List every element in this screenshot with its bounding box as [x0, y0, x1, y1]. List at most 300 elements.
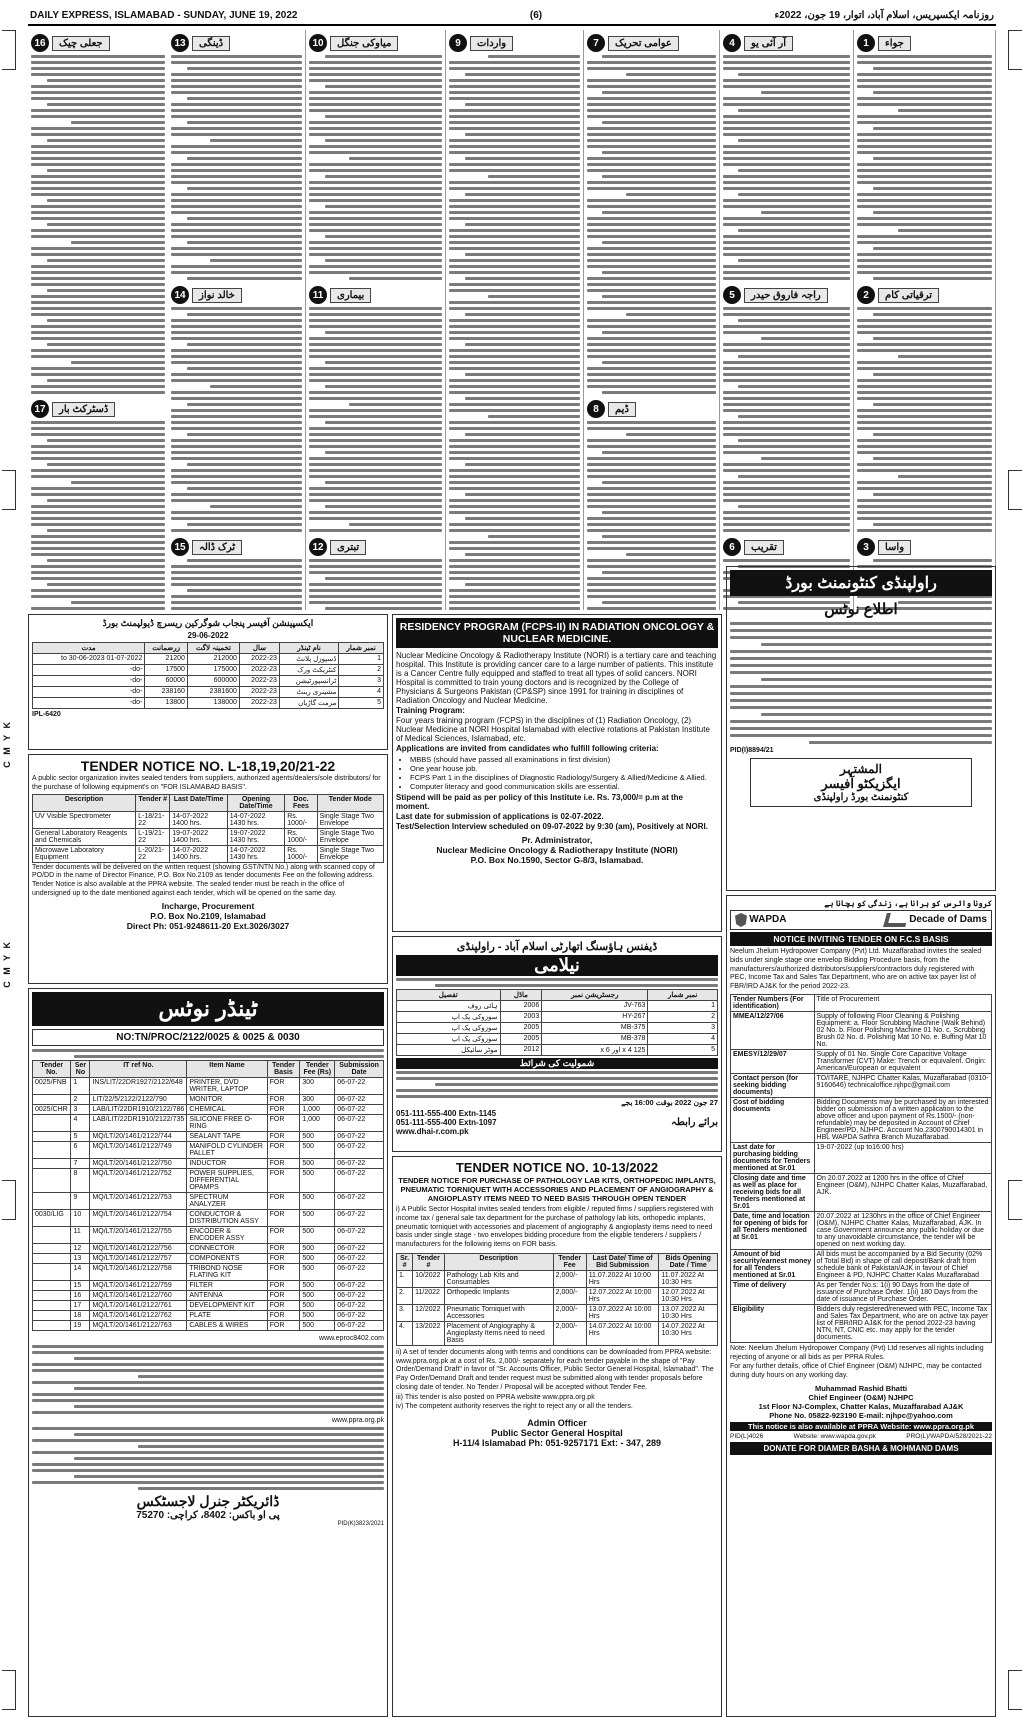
article-body: [31, 55, 165, 394]
article-number: 14: [171, 286, 189, 304]
criteria-item: • Computer literacy and good communication skills are essential.: [410, 782, 718, 791]
table-cell: 14-07-2022 1400 hrs.: [170, 811, 227, 828]
nori-title: RESIDENCY PROGRAM (FCPS-II) IN RADIATION ONCOLOGY & NUCLEAR MEDICINE.: [396, 618, 718, 648]
table-row: [731, 1097, 992, 1142]
table-cell: 13800: [145, 698, 188, 709]
table-cell: MQ/LT/20/1461/2122/744: [90, 1132, 187, 1142]
table-cell: Placement of Angiography & Angioplasty Items need to need Basis: [444, 1321, 553, 1345]
hospital-tender-note: iv) The competent authority reserves the right to reject any or all the tenders.: [396, 1403, 633, 1411]
table-cell: 6: [71, 1142, 90, 1159]
table-cell: 500: [300, 1193, 335, 1210]
tender-nts-ref: NO:TN/PROC/2122/0025 & 0025 & 0030: [32, 1029, 384, 1046]
article-heading: [587, 400, 716, 418]
table-cell: 238160: [145, 687, 188, 698]
article-heading: [857, 286, 992, 304]
table-header-cell: سال: [239, 643, 279, 654]
wapda-ppra: This notice is also available at PPRA Website: www.ppra.org.pk: [730, 1422, 992, 1431]
tender-l18-contact: Incharge, Procurement: [161, 900, 255, 911]
table-cell: FOR: [267, 1132, 300, 1142]
table-cell: 2003: [500, 1012, 542, 1023]
hospital-tender-note: iii) This tender is also posted on PPRA website www.ppra.org.pk: [396, 1393, 595, 1401]
table-cell: [33, 1132, 71, 1142]
cmyk-marker: C M Y K: [2, 720, 12, 768]
table-row: [33, 1078, 384, 1095]
article-number: 15: [171, 538, 189, 556]
tender-l18-contact: Direct Ph: 051-9248611-20 Ext.3026/3027: [126, 920, 290, 931]
po-box: پی او باکس: 8402، کراچی: 75270: [136, 1510, 280, 1521]
table-row: [397, 1045, 718, 1056]
dha-phone: 051-111-555-400 Extn-1097: [396, 1118, 497, 1127]
criteria-item: • MBBS (should have passed all examinations in first division): [410, 755, 718, 764]
table-cell: 14-07-2022 1430 hrs.: [227, 811, 284, 828]
table-cell: 2022-23: [239, 665, 279, 676]
table-cell: Rs. 1000/-: [285, 811, 317, 828]
article-title: ڈینگی: [192, 36, 230, 51]
article-number: 11: [309, 286, 327, 304]
article-title: ترقیاتی کام: [878, 288, 939, 303]
nori-sign: P.O. Box No.1590, Sector G-8/3, Islamabad.: [470, 855, 644, 865]
article-title: بیماری: [330, 288, 371, 303]
table-cell: CABLES & WIRES: [187, 1321, 267, 1331]
wapda-item-label: MMEA/12/27/06: [731, 1011, 815, 1049]
table-cell: -do-: [33, 687, 145, 698]
table-cell: FILTER: [187, 1281, 267, 1291]
table-cell: LAB/LIT/22DR1910/2122/786: [90, 1105, 187, 1115]
table-header-cell: Tender Basis: [267, 1061, 300, 1078]
cantt-sign: المشتہر: [840, 762, 882, 776]
wapda-pro: PRO(L)/WAPDA/528/2021-22: [906, 1432, 992, 1440]
table-cell: 12: [71, 1244, 90, 1254]
table-cell: 2,000/-: [553, 1287, 586, 1304]
table-cell: 500: [300, 1159, 335, 1169]
table-cell: 11/2022: [413, 1287, 445, 1304]
newspaper-page: [28, 6, 996, 1717]
eproc-website[interactable]: www.eproc8402.com: [319, 1335, 384, 1342]
table-cell: MQ/LT/20/1461/2122/760: [90, 1291, 187, 1301]
table-cell: 11: [71, 1227, 90, 1244]
urdu-tender-title: ایکسپینشن آفیسر پنجاب شوگرکین ریسرچ ڈیولپمنٹ بورڈ: [102, 618, 314, 628]
table-cell: FOR: [267, 1254, 300, 1264]
table-cell: FOR: [267, 1210, 300, 1227]
table-cell: 1: [71, 1078, 90, 1095]
wapda-item-label: EMESY/12/29/07: [731, 1049, 815, 1073]
table-cell: 06-07-22: [335, 1105, 384, 1115]
wapda-item-label: Eligibility: [731, 1304, 815, 1342]
table-cell: 2,000/-: [553, 1321, 586, 1345]
wapda-logo-icon: [735, 913, 747, 927]
table-cell: 9: [71, 1193, 90, 1210]
table-cell: 2381600: [187, 687, 239, 698]
table-cell: 2,000/-: [553, 1270, 586, 1287]
table-cell: 14.07.2022 At 10:30 Hrs: [659, 1321, 718, 1345]
table-row: [33, 1159, 384, 1169]
article-number: 3: [857, 538, 875, 556]
table-cell: SILICONE FREE O-RING: [187, 1115, 267, 1132]
article-number: 5: [723, 286, 741, 304]
table-header-cell: Item Name: [187, 1061, 267, 1078]
table-cell: 06-07-22: [335, 1078, 384, 1095]
urdu-tender-notice: [28, 614, 388, 750]
table-cell: FOR: [267, 1115, 300, 1132]
table-cell: 500: [300, 1210, 335, 1227]
table-row: [397, 1304, 718, 1321]
article-body: [171, 307, 302, 532]
wapda-slogan: کرونا وائرس کو ہرانا ہے، زندگی کو بچانا ہے: [824, 899, 992, 908]
table-cell: 500: [300, 1264, 335, 1281]
table-cell: 3: [339, 676, 384, 687]
table-cell: 01-07-2022 to 30-06-2023: [33, 654, 145, 665]
table-row: [397, 1023, 718, 1034]
table-cell: Single Stage Two Envelope: [317, 828, 383, 845]
table-cell: Orthopedic Implants: [444, 1287, 553, 1304]
crop-mark: [1008, 1180, 1022, 1220]
article-title: ٹرک ڈالہ: [192, 540, 242, 555]
wapda-decade: Decade of Dams: [909, 914, 987, 926]
table-cell: General Laboratory Reagents and Chemicals: [33, 828, 136, 845]
table-header-cell: Tender #: [413, 1253, 445, 1270]
table-row: [397, 1287, 718, 1304]
table-cell: ENCODER & ENCODER ASSY: [187, 1227, 267, 1244]
table-cell: 06-07-22: [335, 1311, 384, 1321]
wapda-item-value: 20.07.2022 at 1230hrs in the office of Chief Engineer (O&M), NJHPC Chatter Kalas, Muzaffarabad, AJK. In case Government announce any public holiday or due to any unavoidable circumstance, the tender will be opened on next working day.: [814, 1211, 991, 1249]
table-header-cell: Tender Mode: [317, 794, 383, 811]
table-cell: [33, 1159, 71, 1169]
wapda-item-value: Supply of 01 No. Single Core Capacitive Voltage Transformer (CVT) Make: Trench or equivalent. Origin: American/European or equivalent: [814, 1049, 991, 1073]
table-cell: کنٹریکٹ ورک: [279, 665, 338, 676]
wapda-item-label: Amount of bid security/earnest money for all Tenders mentioned at Sr.01: [731, 1249, 815, 1280]
table-cell: MQ/LT/20/1461/2122/762: [90, 1311, 187, 1321]
table-cell: Pathology Lab Kits and Consumables: [444, 1270, 553, 1287]
table-header-cell: مدت: [33, 643, 145, 654]
nori-sign: Nuclear Medicine Oncology & Radiotherapy Institute (NORI): [436, 845, 678, 855]
table-cell: [33, 1264, 71, 1281]
table-cell: 11.07.2022 At 10:30 Hrs: [659, 1270, 718, 1287]
table-cell: 1.: [397, 1270, 413, 1287]
table-row: [33, 1311, 384, 1321]
wapda-item-value: Bidders duly registered/renewed with PEC, Income Tax and Sales Tax Department, who are on active tax payer list of FBR/IRD AJ&K for the period 2022-23 having NTN, NT, CNIC etc. may apply for the tender documents.: [814, 1304, 991, 1342]
table-row: [33, 1142, 384, 1159]
table-cell: [33, 1254, 71, 1264]
wapda-donate: DONATE FOR DIAMER BASHA & MOHMAND DAMS: [730, 1442, 992, 1455]
table-row: [33, 1105, 384, 1115]
wapda-item-value: TO/ITARE, NJHPC Chatter Kalas, Muzaffarabad (0310-9160646) technicaloffice.njhpc@gmail.com: [814, 1073, 991, 1097]
news-column: [584, 30, 720, 610]
table-cell: 06-07-22: [335, 1254, 384, 1264]
cantt-notice-title: اطلاع نوٹس: [824, 601, 898, 618]
table-cell: مرمت گاڑیاں: [279, 698, 338, 709]
table-cell: 06-07-22: [335, 1095, 384, 1105]
table-cell: 2022-23: [239, 676, 279, 687]
cantt-sign: ایگزیکٹو آفیسر: [821, 776, 901, 791]
crop-mark: [2, 30, 16, 70]
table-row: [33, 828, 384, 845]
table-cell: 19: [71, 1321, 90, 1331]
hospital-tender: [392, 1156, 722, 1717]
table-cell: 15: [71, 1281, 90, 1291]
table-cell: 13.07.2022 At 10:30 Hrs: [659, 1304, 718, 1321]
news-article: [723, 286, 850, 532]
table-cell: 2: [71, 1095, 90, 1105]
table-cell: 0025/CHR: [33, 1105, 71, 1115]
table-cell: 138000: [187, 698, 239, 709]
hospital-tender-title: TENDER NOTICE NO. 10-13/2022: [455, 1160, 659, 1175]
table-cell: 19-07-2022 1400 hrs.: [170, 828, 227, 845]
article-body: [309, 559, 442, 610]
table-row: [731, 994, 992, 1011]
table-cell: Rs. 1000/-: [285, 828, 317, 845]
table-cell: FOR: [267, 1078, 300, 1095]
article-number: 7: [587, 34, 605, 52]
dha-conditions: شمولیت کی شرائط: [396, 1058, 718, 1069]
article-body: [587, 55, 716, 394]
table-cell: MQ/LT/20/1461/2122/753: [90, 1193, 187, 1210]
table-cell: 2005: [500, 1034, 542, 1045]
table-row: [731, 1249, 992, 1280]
table-header-cell: تخمینہ لاگت: [187, 643, 239, 654]
table-cell: 60000: [145, 676, 188, 687]
table-cell: 06-07-22: [335, 1193, 384, 1210]
table-cell: 3: [648, 1023, 718, 1034]
table-cell: MQ/LT/20/1461/2122/749: [90, 1142, 187, 1159]
article-number: 9: [449, 34, 467, 52]
table-header-cell: Description: [33, 794, 136, 811]
wapda-sign: Phone No. 05822-923190 E-mail: njhpc@yahoo.com: [769, 1410, 953, 1420]
table-cell: FOR: [267, 1227, 300, 1244]
article-heading: [587, 34, 716, 52]
table-header-cell: Tender No.: [33, 1061, 71, 1078]
tender-l18-table: [32, 794, 384, 863]
table-cell: 21200: [145, 654, 188, 665]
nori-test: Test/Selection Interview scheduled on 09-07-2022 by 9:30 (am), Positively at NORI.: [396, 822, 708, 831]
table-cell: سوزوکی پک اپ: [397, 1023, 501, 1034]
table-cell: -do-: [33, 698, 145, 709]
table-cell: FOR: [267, 1105, 300, 1115]
hospital-sign: H-11/4 Islamabad Ph: 051-9257171 Ext: - 347, 289: [452, 1438, 662, 1448]
tender-nts-table: [32, 1060, 384, 1331]
news-article: [171, 34, 302, 280]
article-title: عوامی تحریک: [608, 36, 679, 51]
article-heading: [309, 34, 442, 52]
table-cell: 2.: [397, 1287, 413, 1304]
table-row: [33, 1227, 384, 1244]
article-body: [587, 421, 716, 610]
table-header-cell: Submission Date: [335, 1061, 384, 1078]
table-row: [397, 1034, 718, 1045]
criteria-item: • FCPS Part 1 in the disciplines of Diagnostic Radiology/Surgery & Allied/Medicine & Allied.: [410, 773, 718, 782]
news-article: [857, 34, 992, 280]
dha-table: [396, 989, 718, 1056]
table-cell: [33, 1169, 71, 1193]
table-row: [33, 1281, 384, 1291]
nori-stipend: Stipend will be paid as per policy of this Institute i.e. Rs. 73,000/= p.m at the moment.: [396, 793, 683, 811]
nori-program: Four years training program (FCPS) in the disciplines of (1) Radiation Oncology, (2) Nuclear Medicine at NORI Hospital Islamabad with elective rotations at Pakistan Institute of Medical Sciences, Islamabad, etc.: [396, 716, 710, 743]
criteria-item: • One year house job.: [410, 764, 718, 773]
cantt-title: راولپنڈی کنٹونمنٹ بورڈ: [730, 570, 992, 596]
table-cell: [33, 1142, 71, 1159]
table-cell: [33, 1244, 71, 1254]
table-cell: 14: [71, 1264, 90, 1281]
hospital-sign: Public Sector General Hospital: [491, 1428, 623, 1438]
wapda-title: NOTICE INVITING TENDER ON F.C.S BASIS: [730, 932, 992, 946]
wapda-item-value: Title of Procurement: [814, 994, 991, 1011]
table-cell: 4.: [397, 1321, 413, 1345]
hospital-tender-note: ii) A set of tender documents along with terms and conditions can be downloaded from PPRA website: www.ppra.org.pk at a cost of Rs. 2,000/- separately for each tender payable in the shape of "Pay Order/Demand Draft" in favor of "Sr. Accounts Officer, Public Sector General Hospital, Islamabad". The Pay Order/Demand Draft and tender request must be submitted along with tender proposals before closing date of tender. No Tender / Proposal will be accepted without Tender Fee.: [396, 1348, 714, 1391]
table-header-cell: Last Date/ Time of Bid Submission: [586, 1253, 659, 1270]
tender-l18-intro: A public sector organization invites sealed tenders from suppliers, authorized agents/dealers/sole distributors/ for the purchase of following equipment's on "FOR ISLAMABAD BASIS".: [32, 775, 381, 791]
news-column: [306, 30, 446, 610]
article-body: [723, 307, 850, 532]
table-header-cell: نمبر شمار: [339, 643, 384, 654]
table-cell: Microwave Laboratory Equipment: [33, 845, 136, 862]
wapda-intro: Neelum Jhelum Hydropower Company (Pvt) Ltd. Muzaffarabad invites the sealed bids under single stage one envelop Bidding Procedure basis, from the manufacturers/authorized distributors/suppliers/contractors duly registered with PEC, Income Tax and Sales Tax Department, who are on active tax payer list of FBR/IRD AJ&K for the period 2022-23.: [730, 948, 982, 990]
table-cell: 17: [71, 1301, 90, 1311]
news-article: [309, 286, 442, 532]
table-cell: 06-07-22: [335, 1321, 384, 1331]
table-cell: FOR: [267, 1244, 300, 1254]
table-cell: HY-267: [542, 1012, 648, 1023]
nori-criteria-label: Applications are invited from candidates who fulfill following criteria:: [396, 744, 659, 753]
table-cell: 7: [71, 1159, 90, 1169]
ppra-website[interactable]: www.ppra.org.pk: [331, 1417, 384, 1424]
table-cell: MQ/LT/20/1461/2122/759: [90, 1281, 187, 1291]
wapda-item-value: Supply of following Floor Cleaning & Polishing Equipment: a. Floor Scrubbing Machine (Walk Behind) 02 No. b. Floor Polishing Machine 01 No. c. Scrubbing Brush 02 No. d. Polishing Mat 10 No. e. Buffing Mat 10 No.: [814, 1011, 991, 1049]
article-title: میاوکی جنگل: [330, 36, 398, 51]
article-title: ڈیم: [608, 402, 636, 417]
table-cell: Single Stage Two Envelope: [317, 811, 383, 828]
hospital-sign: Admin Officer: [527, 1418, 587, 1428]
table-cell: SPECTRUM ANALYZER: [187, 1193, 267, 1210]
article-body: [309, 55, 442, 280]
table-header-cell: Tender Fee: [553, 1253, 586, 1270]
table-cell: 2005: [500, 1023, 542, 1034]
dha-phone: 051-111-555-400 Extn-1145: [396, 1109, 497, 1118]
tender-nts-title: ٹینڈر نوٹس: [32, 992, 384, 1026]
table-cell: Rs. 1000/-: [285, 845, 317, 862]
table-cell: 14-07-2022 1400 hrs.: [170, 845, 227, 862]
news-article: [31, 34, 165, 394]
table-cell: 500: [300, 1244, 335, 1254]
dha-website[interactable]: www.dhai-r.com.pk: [396, 1127, 469, 1136]
table-cell: FOR: [267, 1193, 300, 1210]
news-article: [309, 34, 442, 280]
table-row: [33, 665, 384, 676]
nori-criteria-list: [410, 755, 718, 791]
table-cell: MQ/LT/20/1461/2122/758: [90, 1264, 187, 1281]
article-heading: [31, 400, 165, 418]
table-cell: 06-07-22: [335, 1244, 384, 1254]
table-cell: 12.07.2022 At 10:00 Hrs: [586, 1287, 659, 1304]
table-cell: 5: [648, 1045, 718, 1056]
table-cell: SEALANT TAPE: [187, 1132, 267, 1142]
table-cell: 5: [339, 698, 384, 709]
wapda-sign: Chief Engineer (O&M) NJHPC: [808, 1392, 914, 1402]
nori-body: Nuclear Medicine Oncology & Radiotherapy Institute (NORI) is a tertiary care and teaching hospital. This Institute is providing cancer care to a large number of patients. This institute is a Cancer Centre fully equipped and staffed to treat all types of solid cancers. NORI Hospital is committed to train young doctors and is recognized by the College of Physicians & Surgeons Pakistan (CP&SP) since 1991 for training in disciplines of Radiation Oncology and Nuclear Medicine.: [396, 651, 717, 705]
article-title: تقریب: [744, 540, 784, 555]
table-cell: 500: [300, 1321, 335, 1331]
article-heading: [857, 538, 992, 556]
tender-l18-notes: Tender documents will be delivered on the written request (showing GST/NTN No.) along with scanned copy of PO/DD in the name of Director Finance, P.O. Box No.2109 as tender documents Fee on the following address. Tender Notice is also available at the PPRA website. The sealed tender must be reach in the office of undersigned up to the date mentioned against each tender, which will be opened on the same day.: [32, 863, 375, 897]
table-cell: MQ/LT/20/1461/2122/757: [90, 1254, 187, 1264]
article-heading: [857, 34, 992, 52]
table-cell: 600000: [187, 676, 239, 687]
tender-l18-contact: P.O. Box No.2109, Islamabad: [150, 910, 266, 921]
table-cell: PRINTER, DVD WRITER, LAPTOP: [187, 1078, 267, 1095]
table-header-cell: Tender #: [136, 794, 170, 811]
article-heading: [171, 34, 302, 52]
wapda-item-label: Contact person (for seeking bidding documents): [731, 1073, 815, 1097]
table-row: [731, 1173, 992, 1211]
wapda-item-value: All bids must be accompanied by a Bid Security (02% of Total Bid) in shape of call deposit/Bank draft from schedule bank of Pakistan/AJK in favour of Chief Engineer & PD, NJHPC Chatter Kalas Muzaffarabad: [814, 1249, 991, 1280]
article-number: 12: [309, 538, 327, 556]
table-cell: 14.07.2022 At 10:00 Hrs: [586, 1321, 659, 1345]
table-cell: 16: [71, 1291, 90, 1301]
table-cell: 1,000: [300, 1105, 335, 1115]
article-body: [723, 55, 850, 280]
table-cell: [33, 1193, 71, 1210]
table-cell: سوزوکی پک اپ: [397, 1034, 501, 1045]
table-cell: MONITOR: [187, 1095, 267, 1105]
table-cell: 500: [300, 1132, 335, 1142]
table-row: [731, 1211, 992, 1249]
cantt-code: PID(I)8894/21: [730, 747, 774, 754]
crop-mark: [2, 1670, 16, 1710]
table-cell: 300: [300, 1095, 335, 1105]
table-row: [33, 1169, 384, 1193]
table-header-cell: ماڈل: [500, 990, 542, 1001]
table-cell: 06-07-22: [335, 1169, 384, 1193]
table-cell: 500: [300, 1227, 335, 1244]
article-heading: [449, 34, 580, 52]
table-cell: MB-378: [542, 1034, 648, 1045]
article-title: ڈسٹرکٹ بار: [52, 402, 115, 417]
table-row: [33, 1132, 384, 1142]
table-cell: 1: [339, 654, 384, 665]
table-cell: 10: [71, 1210, 90, 1227]
table-header-cell: Sr. #: [397, 1253, 413, 1270]
table-cell: 4: [339, 687, 384, 698]
table-cell: CONDUCTOR & DISTRIBUTION ASSY: [187, 1210, 267, 1227]
table-row: [397, 1001, 718, 1012]
table-cell: [33, 1291, 71, 1301]
wapda-item-value: As per Tender No.s: 1(i) 90 Days from the date of issuance of Purchase Order. 1(ii) 180 Days from the date of issuance of Purchase Order.: [814, 1280, 991, 1304]
wapda-item-label: Closing date and time as well as place for receiving bids for all Tenders mentioned at Sr.01: [731, 1173, 815, 1211]
table-cell: 06-07-22: [335, 1264, 384, 1281]
crop-mark: [1008, 470, 1022, 510]
table-cell: 500: [300, 1311, 335, 1321]
table-cell: ہائی روف: [397, 1001, 501, 1012]
article-heading: [309, 538, 442, 556]
table-cell: 500: [300, 1281, 335, 1291]
hospital-tender-intro: i) A Public Sector Hospital invites sealed tenders from eligible / reputed firms / suppliers registered with income tax / general sale tax department for the purchase of pathology lab kits, orthopedic implants, pneumatic torniquet with accessories and placement of angiography & angioplasty items need to need basis under single stage - two envelopes bidding procedure from the eligible tenderers / suppliers / manufacturers for the following items on FOR basis.: [396, 1206, 714, 1248]
table-header-cell: Ser No: [71, 1061, 90, 1078]
table-cell: 12/2022: [413, 1304, 445, 1321]
table-cell: 06-07-22: [335, 1291, 384, 1301]
table-cell: 1,000: [300, 1115, 335, 1132]
table-cell: Single Stage Two Envelope: [317, 845, 383, 862]
article-number: 4: [723, 34, 741, 52]
table-cell: 500: [300, 1169, 335, 1193]
table-cell: ٹرانسپورٹیشن: [279, 676, 338, 687]
wapda-website[interactable]: Website: www.wapda.gov.pk: [793, 1432, 876, 1440]
news-column: [720, 30, 854, 610]
table-cell: مشینری رینٹ: [279, 687, 338, 698]
news-article: [587, 400, 716, 610]
article-body: [309, 307, 442, 532]
table-cell: Pneumatic Torniquet with Accessories: [444, 1304, 553, 1321]
news-article: [449, 34, 580, 610]
table-cell: TRIBOND NOSE FLATING KIT: [187, 1264, 267, 1281]
wapda-item-label: Time of delivery: [731, 1280, 815, 1304]
